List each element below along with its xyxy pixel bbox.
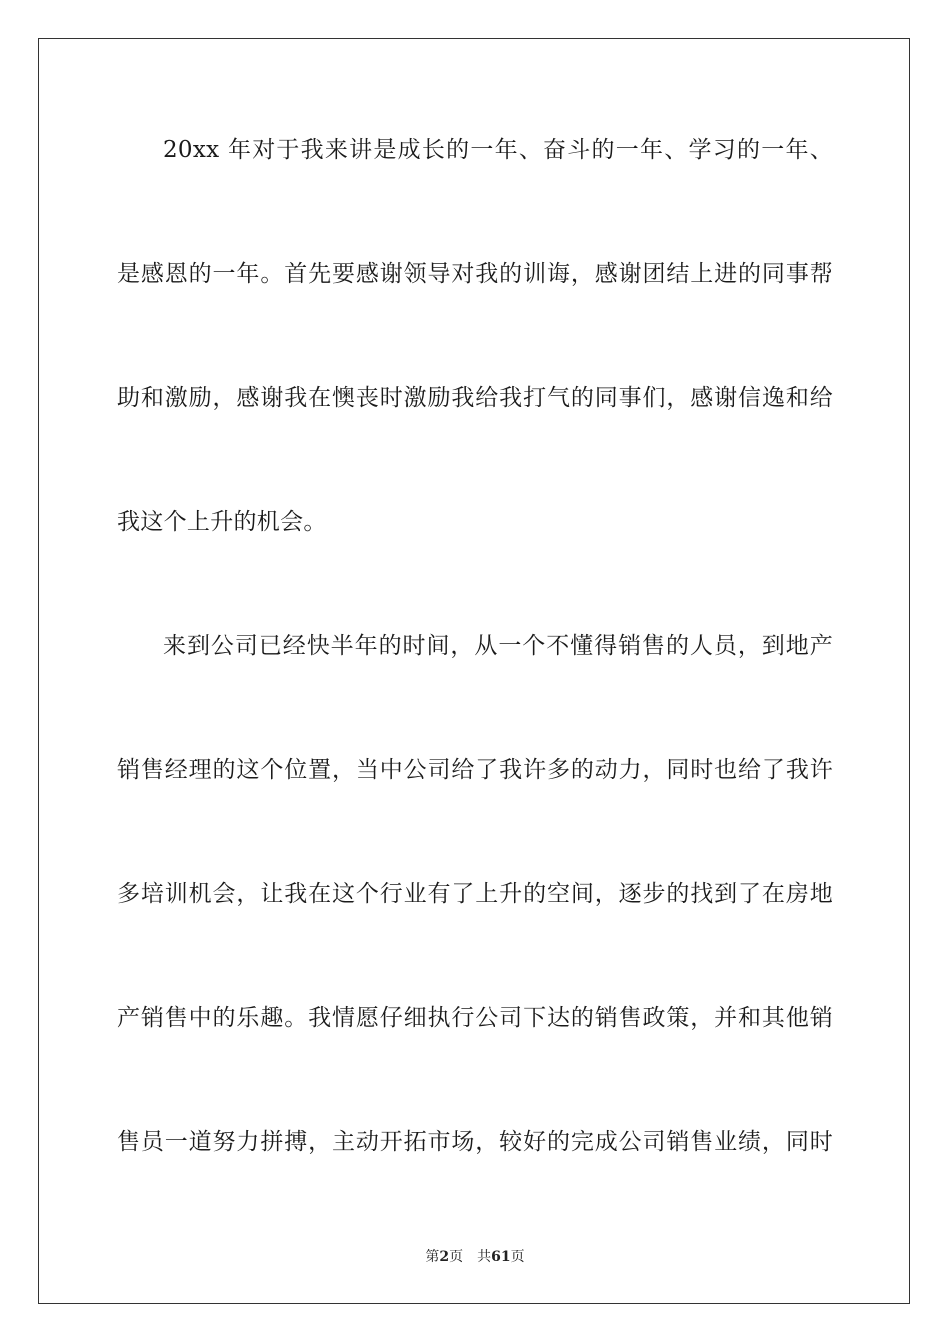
paragraph-1-line-3: 助和激励，感谢我在懊丧时激励我给我打气的同事们，感谢信逸和给 bbox=[117, 385, 833, 411]
page-prefix: 第 bbox=[425, 1249, 440, 1265]
paragraph-2-line-2: 销售经理的这个位置，当中公司给了我许多的动力，同时也给了我许 bbox=[117, 757, 833, 783]
total-prefix: 共 bbox=[477, 1249, 492, 1265]
page-suffix: 页 bbox=[449, 1249, 464, 1265]
total-suffix: 页 bbox=[510, 1249, 525, 1265]
paragraph-1-line-4: 我这个上升的机会。 bbox=[117, 509, 327, 535]
paragraph-2-line-1: 来到公司已经快半年的时间，从一个不懂得销售的人员，到地产 bbox=[163, 633, 833, 659]
page-footer bbox=[0, 1248, 950, 1266]
paragraph-2-line-5: 售员一道努力拼搏，主动开拓市场，较好的完成公司销售业绩，同时 bbox=[117, 1129, 833, 1155]
page-border bbox=[38, 38, 910, 1304]
paragraph-1-line-1: 20xx 年对于我来讲是成长的一年、奋斗的一年、学习的一年、 bbox=[163, 137, 833, 163]
total-pages: 61 bbox=[491, 1249, 511, 1265]
paragraph-2-line-3: 多培训机会，让我在这个行业有了上升的空间，逐步的找到了在房地 bbox=[117, 881, 833, 907]
paragraph-1-line-2: 是感恩的一年。首先要感谢领导对我的训诲，感谢团结上进的同事帮 bbox=[117, 261, 833, 287]
page-number: 2 bbox=[439, 1249, 450, 1265]
paragraph-2-line-4: 产销售中的乐趣。我情愿仔细执行公司下达的销售政策，并和其他销 bbox=[117, 1005, 833, 1031]
